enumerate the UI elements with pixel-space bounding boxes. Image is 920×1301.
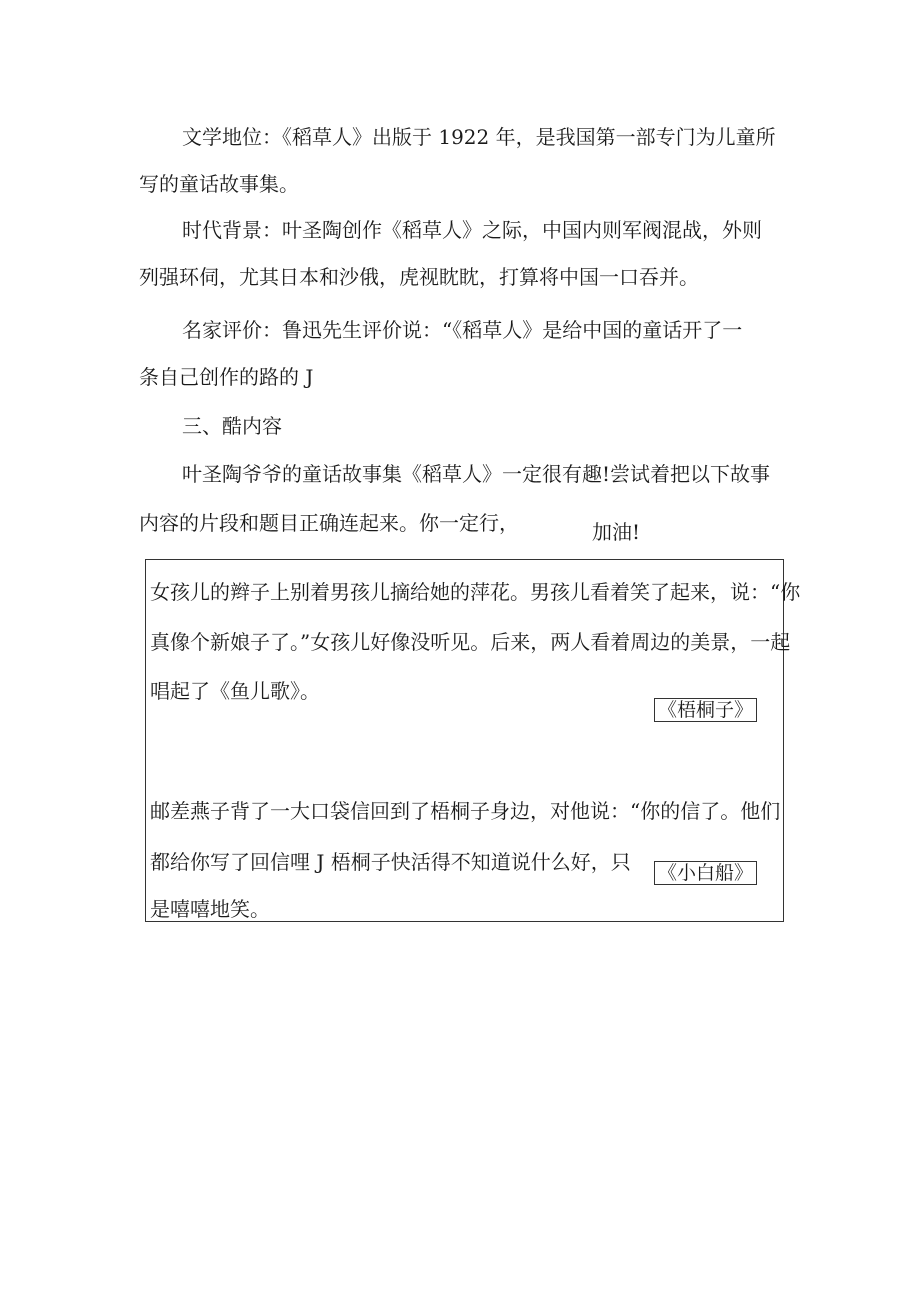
passage-2-line-2: 都给你写了回信哩 J 梧桐子快活得不知道说什么好，只: [150, 850, 631, 874]
passage-2-line-3: 是嘻嘻地笑。: [150, 897, 270, 921]
passage-1-line-3: 唱起了《鱼儿歌》。: [150, 679, 320, 703]
passage-2-line-1: 邮差燕子背了一大口袋信回到了梧桐子身边，对他说：“你的信了。他们: [150, 799, 781, 823]
literary-status-line-1: 文学地位：《稻草人》出版于 1922 年，是我国第一部专门为儿童所: [182, 125, 776, 149]
literary-status-line-2: 写的童话故事集。: [139, 172, 299, 196]
title-option-wutongzi[interactable]: 《梧桐子》: [654, 698, 757, 722]
passage-1-line-1: 女孩儿的辫子上别着男孩儿摘给她的萍花。男孩儿看着笑了起来，说：“你: [150, 580, 801, 604]
review-line-2: 条自己创作的路的 J: [139, 365, 314, 389]
instruction-line-2: 内容的片段和题目正确连起来。你一定行，: [139, 511, 519, 535]
background-line-2: 列强环伺，尤其日本和沙俄，虎视眈眈，打算将中国一口吞并。: [139, 265, 699, 289]
review-line-1: 名家评价：鲁迅先生评价说：“《稻草人》是给中国的童话开了一: [182, 318, 743, 342]
passage-1-line-2: 真像个新娘子了。”女孩儿好像没听见。后来，两人看着周边的美景，一起: [150, 630, 791, 654]
title-option-xiaobaichuan[interactable]: 《小白船》: [654, 861, 757, 885]
background-line-1: 时代背景：叶圣陶创作《稻草人》之际，中国内则军阀混战，外则: [182, 218, 762, 242]
matching-exercise-box: [145, 559, 801, 922]
encourage-text: 加油!: [592, 520, 641, 544]
section-heading: 三、酷内容: [182, 414, 282, 438]
instruction-line-1: 叶圣陶爷爷的童话故事集《稻草人》一定很有趣!尝试着把以下故事: [182, 462, 771, 486]
